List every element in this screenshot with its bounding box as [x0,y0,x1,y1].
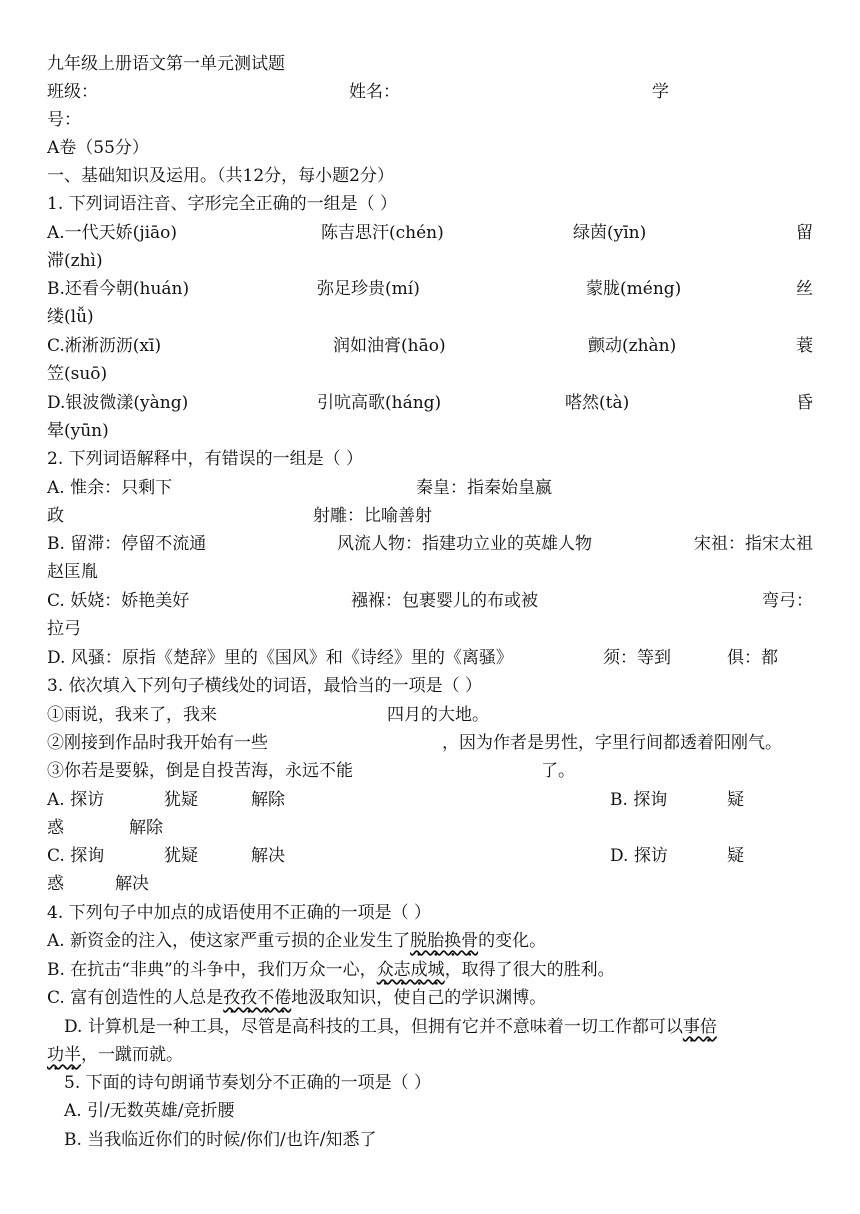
q1a-item-4: 留 [796,223,813,243]
q2c-item-1: C. 妖娆：娇艳美好 [47,591,190,611]
q5a-text: A. 引/无数英雄/竞折腰 [64,1101,235,1121]
q4a-idiom: 脱胎换骨 [410,931,479,951]
question-4-stem [47,899,813,927]
q3s2-part-2: ，因为作者是男性，字里行间都透着阳刚气。 [442,733,782,753]
q2b-item-2: 风流人物：指建功立业的英雄人物 [337,534,592,554]
q2-stem-text: 2. 下列词语解释中，有错误的一组是（ ） [47,449,364,469]
q2c-wrap-text: 拉弓 [47,619,81,639]
q3d-word-1: D. 探访 [610,846,668,866]
q1c-item-3: 颤动(zhàn) [588,336,677,356]
q4c-text-1: C. 富有创造性的人总是 [47,988,224,1008]
q2-option-c-wrap [47,615,813,643]
q3-sentence-3 [47,757,813,785]
q1-option-d [47,389,813,417]
q1b-item-1: B.还看今朝(huán) [47,279,190,299]
q4-option-d-wrap [47,1041,813,1069]
q4c-text-2: 地汲取知识，使自己的学识渊博。 [291,988,547,1008]
q1c-item-2: 润如油膏(hāo) [333,336,446,356]
section-a-text: A卷（55分） [47,138,149,158]
q3-stem-text: 3. 依次填入下列句子横线处的词语，最恰当的一项是（ ） [47,676,483,696]
q3a-word-3: 解除 [251,790,285,810]
q1b-item-2: 弥足珍贵(mí) [317,279,420,299]
q1d-item-3: 嗒然(tà) [565,393,630,413]
q4d-idiom-part-2: 功半 [47,1045,81,1065]
q2b-item-1: B. 留滞：停留不流通 [47,534,207,554]
part1-heading [47,162,813,190]
q5-stem-text: 5. 下面的诗句朗诵节奏划分不正确的一项是（ ） [64,1073,432,1093]
q3a-word-1: A. 探访 [47,790,105,810]
q2d-item-2: 须：等到 [603,648,671,668]
class-label: 班级： [47,82,98,102]
q3c-word-1: C. 探询 [47,846,105,866]
q1d-item-4: 昏 [796,393,813,413]
q4a-text-1: A. 新资金的注入，使这家严重亏损的企业发生了 [47,931,411,951]
q5-option-a [64,1097,830,1125]
q2b-wrap-text: 赵匡胤 [47,562,98,582]
question-2-stem [47,445,813,473]
q1-option-d-wrap [47,417,813,445]
q1-option-a [47,219,813,247]
q1-option-a-wrap [47,247,813,275]
q3c-word-2: 犹疑 [164,846,198,866]
q1a-wrap-text: 滞(zhì) [47,251,103,271]
q3d-word-2: 疑 [727,846,744,866]
q3-options-cd [47,842,813,870]
q2-option-c [47,587,813,615]
q1b-item-4: 丝 [796,279,813,299]
q2a-item-4: 射雕：比喻善射 [313,506,432,526]
q3s2-part-1: ②刚接到作品时我开始有一些 [47,733,268,753]
q3-options-ab [47,786,813,814]
q2d-item-1: D. 风骚：原指《楚辞》里的《国风》和《诗经》里的《离骚》 [47,648,513,668]
q1a-item-3: 绿茵(yīn) [573,223,647,243]
q3b-word-2-cont: 惑 [47,818,64,838]
q1d-item-1: D.银波微漾(yàng) [47,393,189,413]
q3c-word-3: 解决 [251,846,285,866]
title-text: 九年级上册语文第一单元测试题 [47,54,285,74]
q4-stem-text: 4. 下列句子中加点的成语使用不正确的一项是（ ） [47,903,432,923]
q1d-wrap-text: 晕(yūn) [47,421,109,441]
q2b-item-3: 宋祖：指宋太祖 [694,534,813,554]
q3d-word-2-cont: 惑 [47,874,64,894]
q2c-item-2: 襁褓：包裹婴儿的布或被 [351,591,538,611]
header-row [47,78,813,106]
q1c-item-1: C.淅淅沥沥(xī) [47,336,162,356]
q4d-text-2: ，一蹴而就。 [81,1045,183,1065]
q1-stem-text: 1. 下列词语注音、字形完全正确的一组是（ ） [47,194,398,214]
q3-option-d-wrap [47,870,813,898]
q4-option-b [47,956,813,984]
q3d-word-3: 解决 [115,874,149,894]
q4a-text-2: 的变化。 [478,931,547,951]
q2-option-a [47,474,813,502]
q3b-word-1: B. 探询 [610,790,668,810]
number-label-wrap: 号： [47,110,81,130]
q3b-word-3: 解除 [129,818,163,838]
q5b-text: B. 当我临近你们的时候/你们/也许/知悉了 [64,1130,377,1150]
q4b-text-1: B. 在抗击“非典”的斗争中，我们万众一心， [47,960,377,980]
q4-option-d [64,1013,813,1041]
q4d-text-1: D. 计算机是一种工具，尽管是高科技的工具，但拥有它并不意味着一切工作都可以 [64,1017,683,1037]
q2c-item-3: 弯弓： [762,591,813,611]
question-5-stem [64,1069,830,1097]
section-a-heading [47,134,813,162]
q3b-word-2: 疑 [727,790,744,810]
q2d-item-3: 俱：都 [727,648,778,668]
q3-sentence-1 [47,701,813,729]
q2a-item-2: 秦皇：指秦始皇嬴 [416,478,552,498]
q3-sentence-2 [47,729,813,757]
q1-option-c-wrap [47,360,813,388]
page-title [47,50,813,78]
q2-option-b-wrap [47,558,813,586]
q2-option-b [47,530,813,558]
q5-option-b [64,1126,830,1154]
q2-option-a-wrap [47,502,813,530]
q1c-wrap-text: 笠(suō) [47,364,108,384]
header-row-wrap [47,106,813,134]
q4b-text-2: ，取得了很大的胜利。 [444,960,615,980]
q4-option-c [47,984,813,1012]
q3s3-part-2: 了。 [541,761,575,781]
q4d-idiom-part-1: 事倍 [682,1017,717,1037]
q4-option-a [47,927,813,955]
q1d-item-2: 引吭高歌(háng) [317,393,442,413]
q3s3-part-1: ③你若是要躲，倒是自投苦海，永远不能 [47,761,353,781]
q2-option-d [47,644,813,672]
q2a-item-1: A. 惟余：只剩下 [47,478,173,498]
q3a-word-2: 犹疑 [164,790,198,810]
q3-option-b-wrap [47,814,813,842]
q1-option-b-wrap [47,303,813,331]
q1-option-b [47,275,813,303]
q3s1-part-1: ①雨说，我来了，我来 [47,705,217,725]
q4c-idiom: 孜孜不倦 [223,988,292,1008]
name-label: 姓名： [349,82,400,102]
q2a-item-3: 政 [47,506,64,526]
part1-text: 一、基础知识及运用。（共12分，每小题2分） [47,166,394,186]
q1b-wrap-text: 缕(lǚ) [47,307,94,327]
q3s1-part-2: 四月的大地。 [387,705,489,725]
q1c-item-4: 蓑 [796,336,813,356]
q1b-item-3: 蒙胧(méng) [586,279,682,299]
q4b-idiom: 众志成城 [376,960,445,980]
q1a-item-2: 陈吉思汗(chén) [321,223,444,243]
question-1-stem [47,190,813,218]
number-label: 学 [652,82,669,102]
q1-option-c [47,332,813,360]
q1a-item-1: A.一代天娇(jiāo) [47,223,178,243]
question-3-stem [47,672,813,700]
